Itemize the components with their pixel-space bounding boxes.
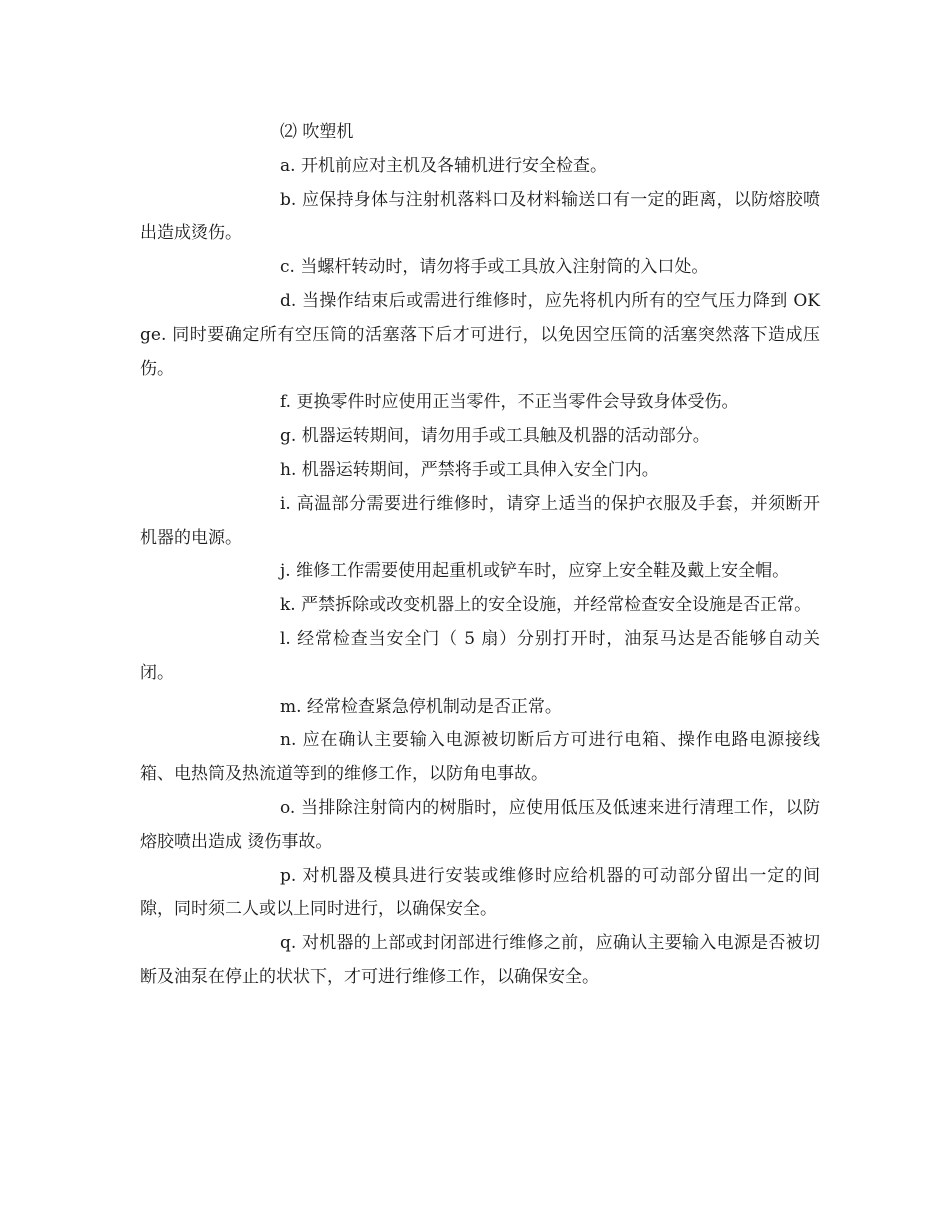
item-f: f. 更换零件时应使用正当零件，不正当零件会导致身体受伤。 — [280, 392, 739, 413]
item-k: k. 严禁拆除或改变机器上的安全设施，并经常检查安全设施是否正常。 — [280, 595, 812, 616]
item-j: j. 维修工作需要使用起重机或铲车时，应穿上安全鞋及戴上安全帽。 — [280, 561, 790, 582]
item-l: l. 经常检查当安全门（ 5 扇）分别打开时，油泵马达是否能够自动关闭。 — [140, 628, 820, 683]
item-i: i. 高温部分需要进行维修时，请穿上适当的保护衣服及手套，并须断开机器的电源。 — [140, 493, 820, 548]
item-n: n. 应在确认主要输入电源被切断后方可进行电箱、操作电路电源接线箱、电热筒及热流道等到的维修工作，以防角电事故。 — [140, 730, 820, 785]
item-p: p. 对机器及模具进行安装或维修时应给机器的可动部分留出一定的间隙，同时须二人或以上同时进行，以确保安全。 — [140, 865, 820, 920]
document-body — [140, 116, 820, 995]
item-q: q. 对机器的上部或封闭部进行维修之前，应确认主要输入电源是否被切断及油泵在停止的状状下，才可进行维修工作，以确保安全。 — [140, 933, 820, 987]
item-g: g. 机器运转期间，请勿用手或工具触及机器的活动部分。 — [280, 426, 710, 447]
item-a: a. 开机前应对主机及各辅机进行安全检查。 — [280, 155, 607, 176]
item-b: b. 应保持身体与注射机落料口及材料输送口有一定的距离，以防熔胶喷出造成烫伤。 — [140, 189, 820, 244]
item-d: d. 当操作结束后或需进行维修时，应先将机内所有的空气压力降到 OKge. 同时要确定所有空压筒的活塞落下后才可进行，以免因空压筒的活塞突然落下造成压伤。 — [140, 290, 820, 379]
item-m: m. 经常检查紧急停机制动是否正常。 — [280, 696, 562, 717]
item-o: o. 当排除注射筒内的树脂时，应使用低压及低速来进行清理工作，以防熔胶喷出造成 烫伤事故。 — [140, 797, 820, 852]
section-heading: ⑵ 吹塑机 — [280, 122, 354, 142]
item-c: c. 当螺杆转动时，请勿将手或工具放入注射筒的入口处。 — [280, 257, 709, 278]
item-h: h. 机器运转期间，严禁将手或工具伸入安全门内。 — [280, 459, 659, 480]
